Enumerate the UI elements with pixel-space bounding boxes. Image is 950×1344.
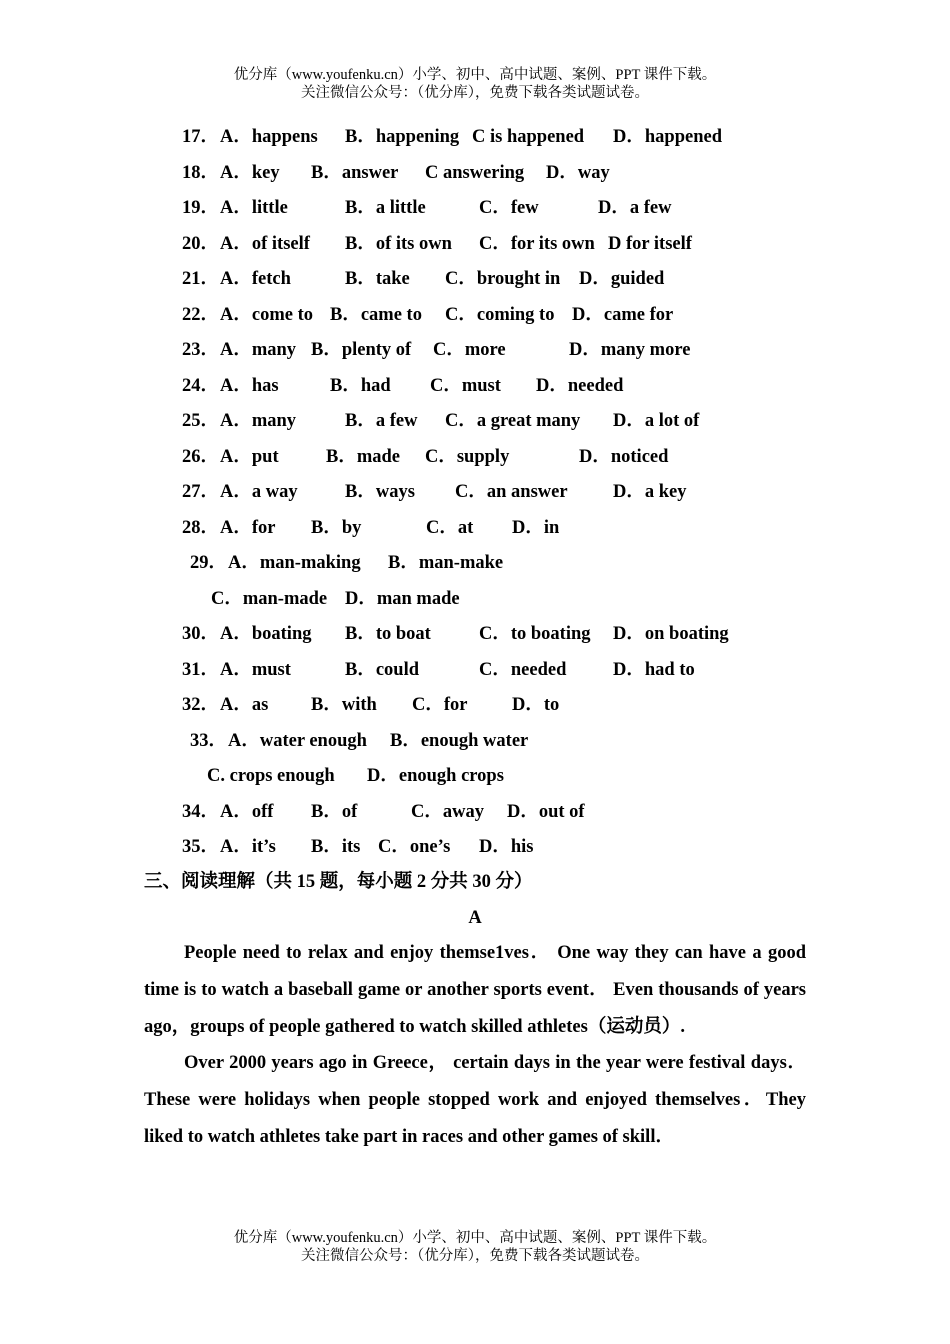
question-number: 22． <box>182 304 220 325</box>
option-a: A．key <box>220 162 280 183</box>
question-number: 21． <box>182 269 220 289</box>
question-number: 35． <box>182 837 220 857</box>
option-d: D．happened <box>613 127 722 147</box>
option-c: C．supply <box>425 446 510 467</box>
option-b: B．man-make <box>388 553 504 573</box>
question-number: 30． <box>182 624 220 644</box>
option-c: C is happened <box>472 127 585 147</box>
option-b: B．ways <box>345 482 415 502</box>
question-number: 31． <box>182 659 220 680</box>
option-a: A．man-making <box>228 553 361 573</box>
option-a: A．it’s <box>220 837 276 857</box>
option-d: D．in <box>512 517 560 538</box>
option-b: B．of its own <box>345 233 452 254</box>
option-d: D．many more <box>569 340 691 360</box>
option-b: B．to boat <box>345 624 431 644</box>
option-d: D．on boating <box>613 624 729 644</box>
option-a: A．fetch <box>220 269 291 289</box>
header-line-2: 关注微信公众号：（优分库），免费下载各类试题试卷。 <box>301 85 649 101</box>
question-number: 26． <box>182 446 220 467</box>
option-a: A．for <box>220 517 276 538</box>
option-d: D．needed <box>536 375 624 396</box>
option-a: A．must <box>220 659 291 680</box>
option-b: B．a few <box>345 411 418 431</box>
option-d: D．enough crops <box>367 766 504 786</box>
option-a: A．come to <box>220 304 313 325</box>
option-b: B．a little <box>345 198 426 218</box>
option-c: C．away <box>411 801 484 822</box>
option-a: A．has <box>220 375 279 396</box>
question-number: 18． <box>182 162 220 183</box>
option-c: C. crops enough <box>207 766 335 786</box>
option-c: C．more <box>433 340 506 360</box>
section-heading: 三、阅读理解（共 15 题，每小题 2 分共 30 分） <box>144 872 533 892</box>
option-b: B．plenty of <box>311 340 412 360</box>
page-footer <box>0 1229 950 1265</box>
option-d: D．his <box>479 837 534 857</box>
option-a: A．a way <box>220 482 298 502</box>
option-b: B．enough water <box>390 730 529 751</box>
option-a: A．put <box>220 446 279 467</box>
option-b: B．came to <box>330 304 422 325</box>
option-b: B．with <box>311 695 377 715</box>
option-b: B．made <box>326 446 401 467</box>
option-a: A．happens <box>220 127 318 147</box>
question-number: 27． <box>182 482 220 502</box>
option-d: D．out of <box>507 801 585 822</box>
option-b: B．happening <box>345 127 460 147</box>
question-number: 24． <box>182 375 220 396</box>
question-number: 33． <box>190 730 228 751</box>
option-b: B．its <box>311 837 361 857</box>
option-a: A．water enough <box>228 730 367 751</box>
option-a: A．of itself <box>220 233 310 254</box>
option-b: B．could <box>345 659 420 680</box>
question-number: 25． <box>182 411 220 431</box>
option-c: C．few <box>479 198 539 218</box>
option-c: C．needed <box>479 659 567 680</box>
passage-paragraph-2: Over 2000 years ago in Greece， certain days in the year were festival days． These were holidays when people stopped work and enjoyed themselves．They liked to watch athletes take part in races and other games of skill． <box>144 1053 806 1148</box>
question-number: 19． <box>182 198 220 218</box>
option-c: C．brought in <box>445 269 561 289</box>
option-c: C．one’s <box>378 837 451 857</box>
option-b: B．had <box>330 375 391 396</box>
question-number: 29． <box>190 553 228 573</box>
option-c: C．man-made <box>211 588 328 609</box>
option-d: D．to <box>512 695 560 715</box>
page-header <box>0 66 950 102</box>
option-b: B．by <box>311 517 362 538</box>
option-d: D．came for <box>572 304 674 325</box>
option-a: A．many <box>220 411 297 431</box>
footer-line-2: 关注微信公众号：（优分库），免费下载各类试题试卷。 <box>301 1248 649 1264</box>
option-c: C．for <box>412 695 468 715</box>
option-d: D．guided <box>579 269 665 289</box>
option-d: D for itself <box>608 233 692 254</box>
header-line-1: 优分库（www.youfenku.cn）小学、初中、高中试题、案例、PPT 课件下载。 <box>233 67 717 83</box>
option-c: C answering <box>425 162 525 183</box>
question-number: 17． <box>182 127 220 147</box>
option-c: C．must <box>430 375 501 396</box>
option-a: A．as <box>220 695 269 715</box>
option-c: C．an answer <box>455 482 568 502</box>
option-c: C．to boating <box>479 624 591 644</box>
option-a: A．boating <box>220 624 312 644</box>
option-c: C．coming to <box>445 304 555 325</box>
option-d: D．a few <box>598 198 672 218</box>
option-d: D．a lot of <box>613 411 700 431</box>
passage-paragraph-1: People need to relax and enjoy themse1ves． One way they can have a good time is to watch a baseball game or another sports event． Even thousands of years ago，groups of people gathered to watch skilled athletes（运动员）. <box>144 943 806 1038</box>
passage-title: A <box>468 908 482 928</box>
option-d: D．noticed <box>579 446 669 467</box>
question-number: 32． <box>182 695 220 715</box>
option-a: A．off <box>220 801 274 822</box>
option-c: C．for its own <box>479 233 595 254</box>
option-c: C．at <box>426 517 474 538</box>
option-d: D．way <box>546 162 610 183</box>
footer-line-1: 优分库（www.youfenku.cn）小学、初中、高中试题、案例、PPT 课件下载。 <box>233 1230 717 1246</box>
option-b: B．of <box>311 801 358 822</box>
question-number: 34． <box>182 801 220 822</box>
option-d: D．had to <box>613 659 695 680</box>
question-number: 23． <box>182 340 220 360</box>
option-b: B．answer <box>311 162 399 183</box>
option-b: B．take <box>345 269 410 289</box>
option-a: A．many <box>220 340 297 360</box>
option-d: D．man made <box>345 588 460 609</box>
option-c: C．a great many <box>445 411 581 431</box>
question-number: 20． <box>182 233 220 254</box>
option-a: A．little <box>220 198 288 218</box>
question-number: 28． <box>182 517 220 538</box>
option-d: D．a key <box>613 482 687 502</box>
